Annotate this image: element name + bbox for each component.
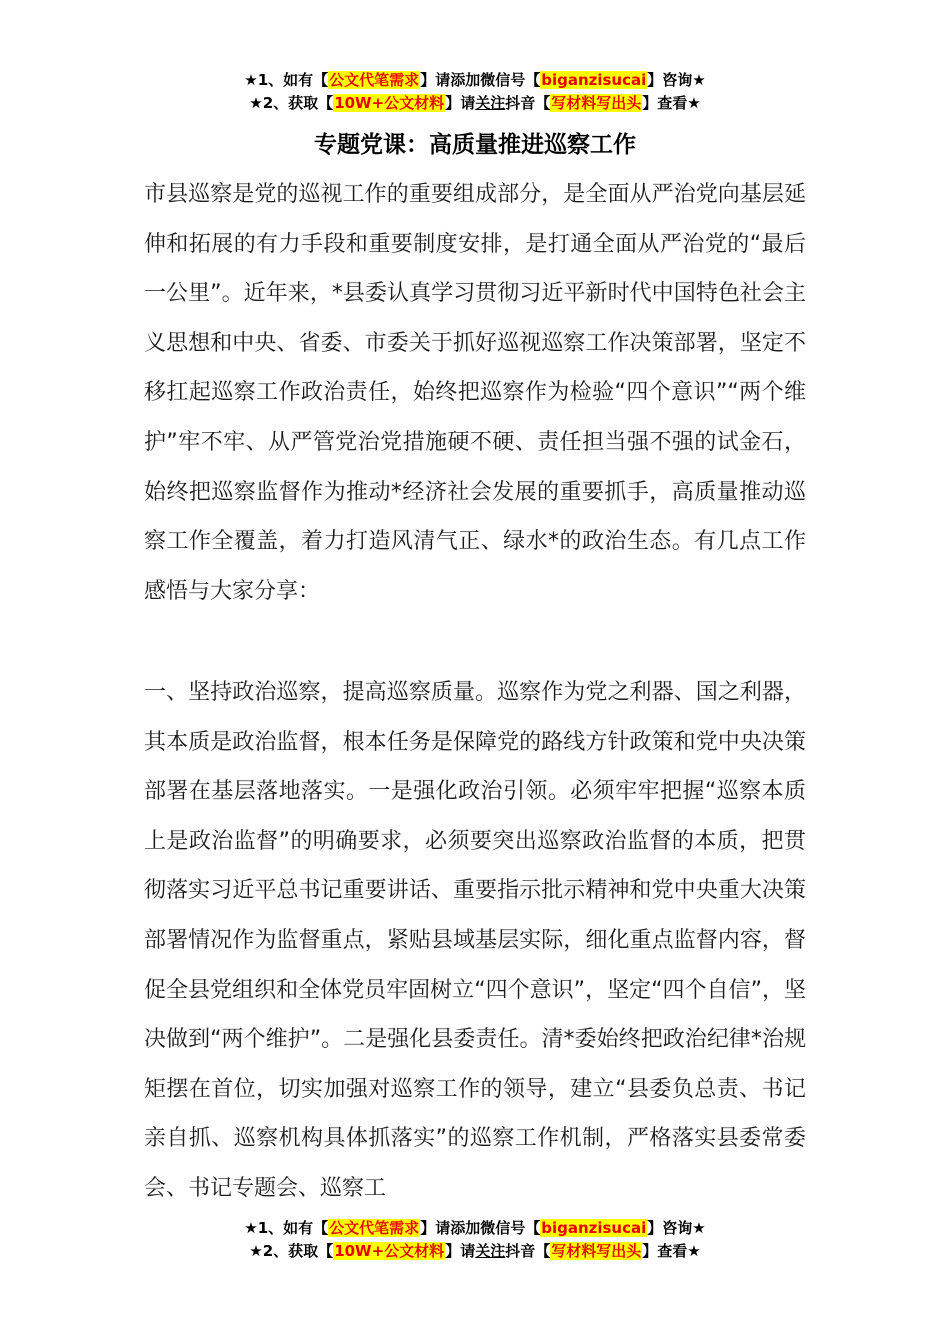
promo-highlight: biganzisucai <box>541 71 647 89</box>
promo-highlight: 10W+公文材料 <box>334 1242 445 1260</box>
paragraph-text: 一、坚持政治巡察，提高巡察质量。巡察作为党之利器、国之利器，其本质是政治监督，根本任务是保障党的路线方针政策和党中央决策部署在基层落地落实。一是强化政治引领。必须牢牢把握“巡察本质上是政治监督”的明确要求，必须要突出巡察政治监督的本质，把贯彻落实习近平总书记重要讲话、重要指示批示精神和党中央重大决策部署情况作为监督重点，紧贴县域基层实际，细化重点监督内容，督促全县党组织和全体党员牢固树立“四个意识”，坚定“四个自信”，坚决做到“两个维护”。二是强化县委责任。清*委始终把政治纪律*治规矩摆在首位，切实加强对巡察工作的领导，建立“县委负总责、书记亲自抓、巡察机构具体抓落实”的巡察工作机制，严格落实县委常委会、书记专题会、巡察工 <box>144 680 806 1201</box>
promo-highlight: 写材料写出头 <box>551 1242 642 1260</box>
promo-highlight: 公文代笔需求 <box>329 71 420 89</box>
promo-text: 】请 <box>445 94 476 112</box>
promo-highlight: 10W+公文材料 <box>334 94 445 112</box>
promo-text: 】咨询★ <box>647 1219 706 1237</box>
promo-text: 】请 <box>445 1242 476 1260</box>
paragraph-section-one <box>144 668 806 1214</box>
promo-text: 抖音【 <box>505 1242 551 1260</box>
promo-banner-bottom <box>0 1217 950 1263</box>
paragraph-text: 市县巡察是党的巡视工作的重要组成部分，是全面从严治党向基层延伸和拓展的有力手段和重要制度安排，是打通全面从严治党的“最后一公里”。近年来，*县委认真学习贯彻习近平新时代中国特色社会主义思想和中央、省委、市委关于抓好巡视巡察工作决策部署，坚定不移扛起巡察工作政治责任，始终把巡察作为检验“四个意识”“两个维护”牢不牢、从严管党治党措施硬不硬、责任担当强不强的试金石，始终把巡察监督作为推动*经济社会发展的重要抓手，高质量推动巡察工作全覆盖，着力打造风清气正、绿水*的政治生态。有几点工作感悟与大家分享： <box>144 182 806 604</box>
promo-text: ★2、获取【 <box>249 1242 334 1260</box>
promo-line-1 <box>0 69 950 92</box>
promo-underlined-text: 关注 <box>475 1242 506 1260</box>
promo-banner-top <box>0 69 950 115</box>
promo-text: 】查看★ <box>642 1242 701 1260</box>
promo-line-2 <box>0 92 950 115</box>
promo-text: 抖音【 <box>505 94 551 112</box>
promo-line-2 <box>0 1240 950 1263</box>
document-title: 专题党课：高质量推进巡察工作 <box>314 132 636 158</box>
promo-underlined-text: 关注 <box>475 94 506 112</box>
promo-text: 】请添加微信号【 <box>420 71 541 89</box>
promo-text: ★1、如有【 <box>244 71 329 89</box>
promo-text: 】查看★ <box>642 94 701 112</box>
promo-text: 】请添加微信号【 <box>420 1219 541 1237</box>
promo-text: ★2、获取【 <box>249 94 334 112</box>
promo-text: 】咨询★ <box>647 71 706 89</box>
paragraph-intro <box>144 170 806 616</box>
promo-highlight: 公文代笔需求 <box>329 1219 420 1237</box>
promo-text: ★1、如有【 <box>244 1219 329 1237</box>
promo-highlight: biganzisucai <box>541 1219 647 1237</box>
promo-highlight: 写材料写出头 <box>551 94 642 112</box>
promo-line-1 <box>0 1217 950 1240</box>
